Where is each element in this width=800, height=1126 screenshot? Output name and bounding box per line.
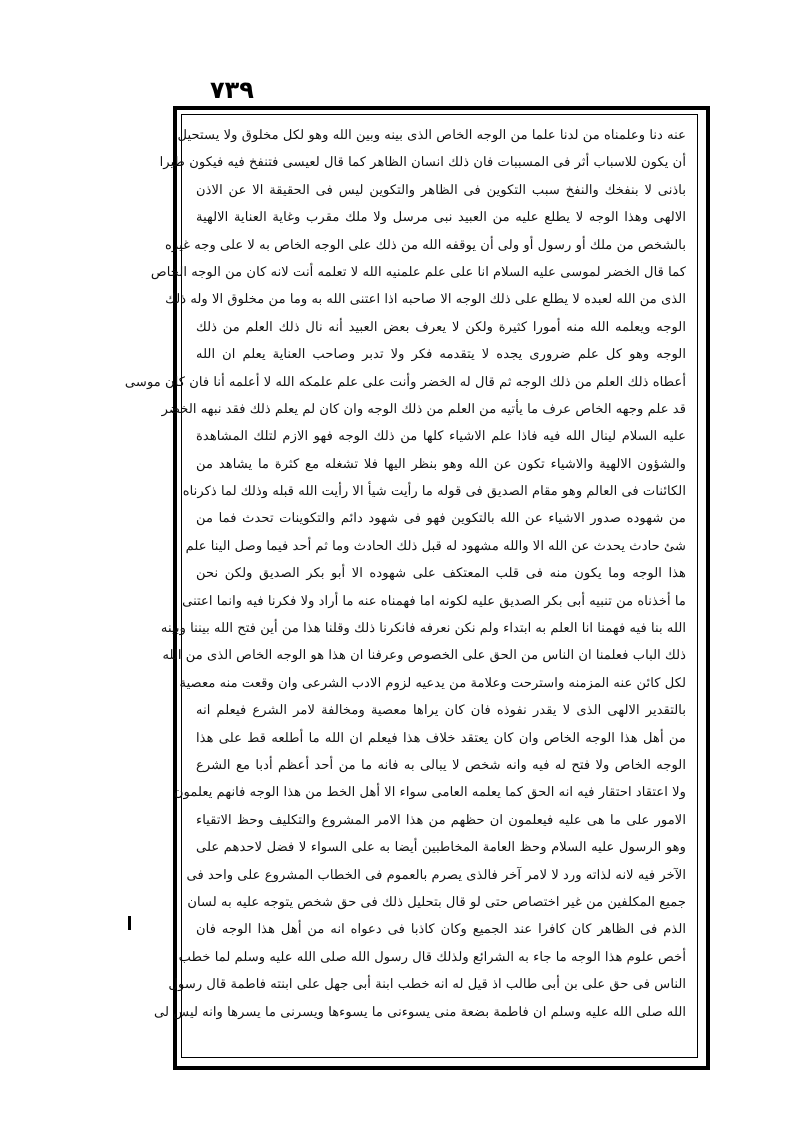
text-line: أخص علوم هذا الوجه ما جاء به الشرائع ولذلك قال رسول الله صلى الله عليه وسلم لما خطب xyxy=(178,949,686,965)
text-line: قد علم وجهه الخاص عرف ما يأتيه من العلم من ذلك الوجه وان كان لم يعلم ذلك فقد نبهه الخضر xyxy=(161,401,686,417)
text-line: الذم فى الظاهر كان كافرا عند الجميع وكان كاذبا فى دعواه انه من أهل هذا الوجه فان xyxy=(196,922,686,938)
text-line: من شهوده صدور الاشياء عن الله بالتكوين فهو فى شهود دائم والتكوينات تحدث فما من xyxy=(196,511,686,527)
margin-mark xyxy=(128,916,131,930)
main-text xyxy=(124,122,686,1052)
text-line: بالتقدير الالهى الذى لا يقدر نفوذه فان كان يراها معصية ومخالفة لامر الشرع فيعلم انه xyxy=(196,703,686,719)
text-line: جميع المكلفين من غير اختصاص حتى لو قال بتحليل ذلك فى حق شخص يتوجه عليه به لسان xyxy=(187,894,686,910)
page-number: ٧٣٩ xyxy=(210,76,254,104)
text-line: الآخر فيه لانه لذاته ورد لا لامر آخر فالذى يصرم بالعموم فى الخطاب المشروع على واحد فى xyxy=(186,867,686,883)
text-line: والشؤون الالهية والاشياء تكون عن الله وهو بنظر اليها فلا تشغله مع كثرة ما يشاهد من xyxy=(196,456,686,472)
text-line: ما أخذناه من تنبيه أبى بكر الصديق عليه لكونه اما فهمناه عنه ما أراد ولا فكرنا فيه وانما اعتنى xyxy=(182,593,686,609)
text-line: الله بنا فيه فهمنا انا العلم به ابتداء ولم نكن نعرفه فانكرنا ذلك وقلنا هذا من أين فتح الله بيننا وبينه xyxy=(160,621,686,637)
text-line: عليه السلام لينال الله فيه فاذا علم الاشياء كلها من ذلك الوجه فهو الازم لتلك المشاهدة xyxy=(196,429,686,445)
text-line: كما قال الخضر لموسى عليه السلام انا على علم علمنيه الله لا تعلمه أنت لانه كان من الوجه الخاص xyxy=(150,264,686,280)
text-line: شئ حادث يحدث عن الله الا والله مشهود له قبل ذلك الحادث وما ثم أحد فيما وصل الينا علم xyxy=(185,538,686,554)
text-line: أن يكون للاسباب أثر فى المسببات فان ذلك انسان الظاهر كما قال لعيسى فتنفخ فيه فيكون طيرا xyxy=(159,155,686,171)
text-line: الوجه وهو كل علم ضرورى يجده لا يتقدمه فكر ولا تدبر وصاحب العناية يعلم ان الله xyxy=(196,347,686,363)
text-line: الوجه ويعلمه الله منه أمورا كثيرة ولكن لا يعرف بعض العبيد أنه نال ذلك العلم من ذلك xyxy=(196,319,686,335)
text-line: أعطاه ذلك العلم من ذلك الوجه ثم قال له الخضر وأنت على علم علمكه الله لا أعلمه أنا فان كان موسى xyxy=(124,374,686,390)
text-line: الوجه الخاص ولا فتح له فيه وانه شخص لا يبالى به فانه ما من أحد أعظم أدبا مع الشرع xyxy=(196,757,686,773)
text-line: الله صلى الله عليه وسلم ان فاطمة بضعة منى يسوءنى ما يسوءها ويسرنى ما يسرها وانه ليس لى xyxy=(153,1004,686,1020)
text-line: باذنى لا بنفخك والنفخ سبب التكوين فى الظاهر والتكوين ليس فى الحقيقة الا عن الاذن xyxy=(196,182,686,198)
text-line: الناس فى حق على بن أبى طالب اذ قيل له انه خطب ابنة أبى جهل على ابنته فاطمة قال رسول xyxy=(168,977,686,993)
text-line: بالشخص من ملك أو رسول أو ولى أن يوقفه الله من ذلك على الوجه الخاص به لا على وجه غيره xyxy=(164,237,686,253)
text-line: من أهل هذا الوجه الخاص وان كان يعتقد خلاف هذا فيعلم ان الله ما أطلعه قط على هذا xyxy=(196,730,686,746)
text-line: عنه دنا وعلمناه من لدنا علما من الوجه الخاص الذى بينه وبين الله وهو لكل مخلوق ولا يستحيل xyxy=(177,128,686,143)
text-line: الامور على ما هى عليه فيعلمون ان حظهم من هذا الامر المشروع والتكليف وحظ الاتقياء xyxy=(196,812,686,828)
text-line: وهو الرسول عليه السلام وحظ العامة المخاطبين أيضا به على السواء لا فضل لاحدهم على xyxy=(196,840,686,856)
text-line: لكل كائن عنه المزمنه واسترحت وعلامة من يدعيه لزوم الادب الشرعى وان وقعت منه معصية xyxy=(179,675,686,691)
text-line: الالهى وهذا الوجه لا يطلع عليه من العبيد نبى مرسل ولا ملك مقرب وغاية العناية الالهية xyxy=(196,210,686,226)
text-line: ذلك الباب فعلمنا ان الناس من الحق على الخصوص وعرفنا ان هذا هو الوجه الخاص الذى من الله xyxy=(162,648,686,664)
text-line: هذا الوجه وما يكون منه فى قلب المعتكف على شهوده الا أبو بكر الصديق ولكن نحن xyxy=(196,566,686,582)
text-line: ولا اعتقاد احتقار فيه انه الحق كما يعلمه العامى سواء الا أهل الخط من هذا الوجه فانهم يعلمون xyxy=(173,785,686,801)
text-line: الذى من الله لعبده لا يطلع على ذلك الوجه الا صاحبه اذا اعتنى الله به وما من مخلوق الا وله ذلك xyxy=(165,292,686,308)
text-line: الكائنات فى العالم وهو مقام الصديق فى قوله ما رأيت شيأ الا رأيت الله قبله وذلك لما ذكرناه xyxy=(182,484,686,500)
